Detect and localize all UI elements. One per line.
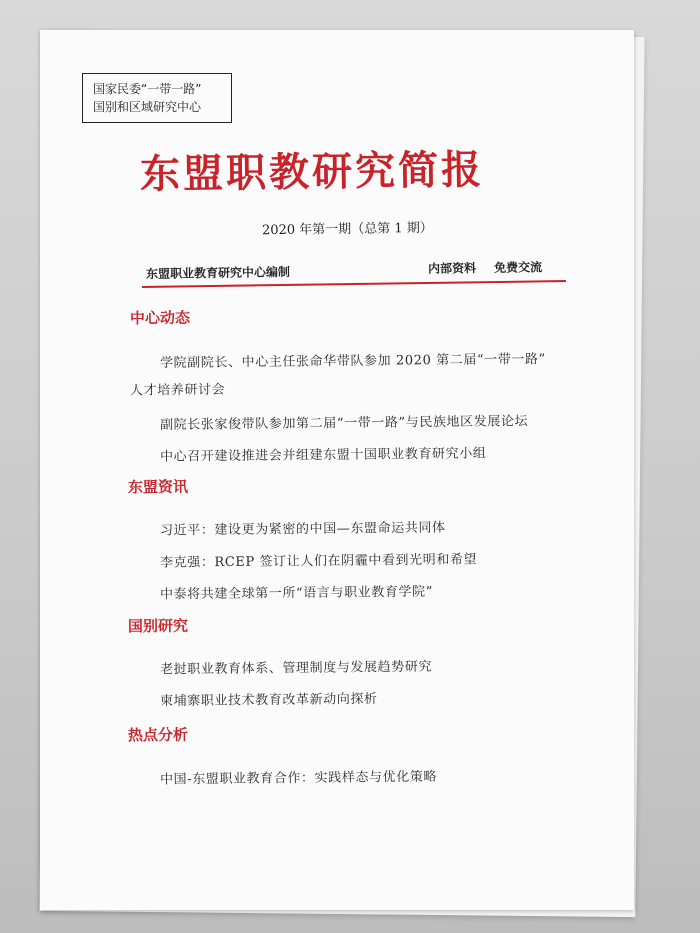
list-item: 中国-东盟职业教育合作：实践样态与优化策略	[159, 769, 438, 788]
list-item: 老挝职业教育体系、管理制度与发展趋势研究	[159, 659, 433, 678]
distribution-note	[428, 258, 542, 277]
list-item: 中泰将共建全球第一所“语言与职业教育学院”	[159, 584, 433, 603]
internal-label: 内部资料	[427, 261, 477, 276]
list-item: 李克强：RCEP 签订让人们在阴霾中看到光明和希望	[159, 552, 478, 571]
list-item: 中心召开建设推进会并组建东盟十国职业教育研究小组	[159, 446, 487, 465]
section-heading-asean-news: 东盟资讯	[127, 477, 189, 497]
list-item: 习近平：建设更为紧密的中国—东盟命运共同体	[159, 520, 446, 539]
list-item: 人才培养研讨会	[129, 382, 226, 399]
page-title: 东盟职教研究简报	[139, 147, 485, 198]
stamp-line-1: 国家民委“一带一路”	[93, 82, 202, 96]
issue-number: 2020 年第一期（总第 1 期）	[261, 220, 433, 239]
editor-credit: 东盟职业教育研究中心编制	[145, 264, 291, 282]
issuer-stamp-box	[82, 73, 232, 123]
free-exchange-label: 免费交流	[493, 260, 543, 275]
stamp-line-2: 国别和区域研究中心	[93, 100, 202, 114]
list-item: 副院长张家俊带队参加第二届“一带一路”与民族地区发展论坛	[159, 414, 529, 433]
list-item: 柬埔寨职业技术教育改革新动向探析	[159, 691, 378, 710]
section-heading-hot-topics: 热点分析	[127, 725, 189, 745]
list-item: 学院副院长、中心主任张命华带队参加 2020 第二届“一带一路”	[159, 351, 546, 372]
section-heading-center-news: 中心动态	[129, 308, 191, 328]
section-heading-country-studies: 国别研究	[127, 616, 189, 636]
